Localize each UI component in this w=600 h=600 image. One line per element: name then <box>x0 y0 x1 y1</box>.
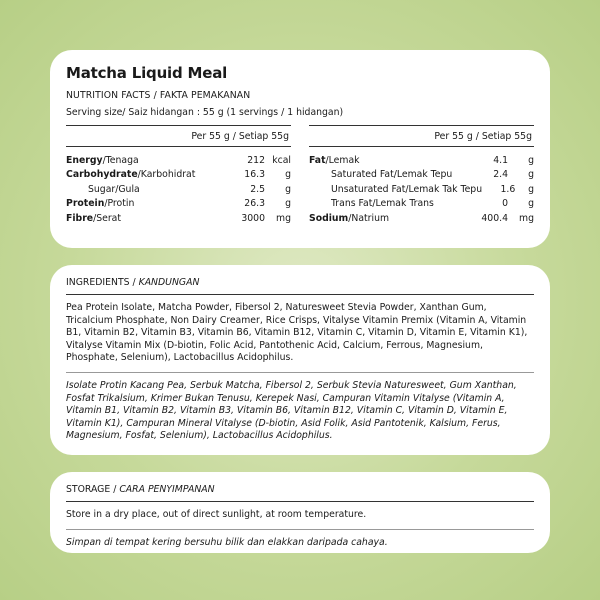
nutrient-row <box>66 182 291 197</box>
nutrient-name <box>309 184 482 195</box>
nutrient-name-text: Sugar/Gula <box>88 183 140 195</box>
ingredients-english: Pea Protein Isolate, Matcha Powder, Fibersol 2, Naturesweet Stevia Powder, Xanthan Gum, Tricalcium Phosphate, Non Dairy Creamer, Rice Crisps, Vitalyse Vitamin Premix (Vitamin A, Vitamin B1, Vitamin B2, Vitamin B3, Vitamin B6, Vitamin B12, Vitamin C, Vitamin D, Vitamin E, Vitamin K1), Vitalyse Vitamin Mix (D-biotin, Folic Acid, Pantothenic Acid, Calcium, Ferrous, Magnesium, Phosphate, Selenium), Lactobacillus Acidophilus. <box>66 302 528 364</box>
nutrient-row <box>309 197 534 212</box>
nutrient-row <box>309 168 534 183</box>
nutrient-name-bold: Fibre <box>66 212 94 224</box>
storage-malay: Simpan di tempat kering bersuhu bilik dan elakkan daripada cahaya. <box>66 536 388 548</box>
nutrient-unit: g <box>528 198 534 210</box>
nutrition-column-left <box>66 125 291 226</box>
nutrient-name <box>66 213 219 224</box>
nutrient-unit: g <box>528 183 534 195</box>
nutrient-value: 2.4 <box>493 169 508 181</box>
nutrient-unit: mg <box>276 212 291 224</box>
nutrient-value: 400.4 <box>481 212 508 224</box>
storage-heading <box>66 472 534 502</box>
nutrient-rows <box>309 147 534 226</box>
storage-english: Store in a dry place, out of direct sunlight, at room temperature. <box>66 509 367 520</box>
ingredients-malay: Isolate Protin Kacang Pea, Serbuk Matcha, Fibersol 2, Serbuk Stevia Naturesweet, Gum Xanthan, Fosfat Trikalsium, Krimer Bukan Tenusu, Kerepek Nasi, Campuran Vitamin Vitalyse (Vitamin A, Vitamin B1, Vitamin B2, Vitamin B3, Vitamin B6, Vitamin B12, Vitamin C, Vitamin D, Vitamin E, Vitamin K1), Campuran Mineral Vitalyse (D-biotin, Asid Folik, Asid Pantotenik, Kalsium, Ferus, Magnesium, Fosfat, Selenium), Lactobacillus Acidophilus. <box>66 379 517 442</box>
column-header: Per 55 g / Setiap 55g <box>309 126 534 147</box>
nutrient-name-text: Trans Fat/Lemak Trans <box>331 198 434 210</box>
nutrient-value: 2.5 <box>250 183 265 195</box>
storage-heading-en: STORAGE / <box>66 484 120 495</box>
nutrient-name-text: /Serat <box>93 212 122 224</box>
nutrient-name-text: Saturated Fat/Lemak Tepu <box>331 169 453 181</box>
nutrient-value: 212 <box>247 154 265 166</box>
nutrient-value: 4.1 <box>493 154 508 166</box>
nutrient-row <box>66 153 291 168</box>
nutrient-name-bold: Energy <box>66 154 103 166</box>
nutrient-value: 3000 <box>241 212 265 224</box>
nutrient-value: 26.3 <box>244 198 265 210</box>
nutrition-facts-heading: NUTRITION FACTS / FAKTA PEMAKANAN <box>66 90 251 101</box>
nutrient-value: 1.6 <box>500 183 516 195</box>
ingredients-heading-en: INGREDIENTS / <box>66 277 139 288</box>
nutrient-name <box>309 169 462 180</box>
nutrient-name-bold: Carbohydrate <box>66 169 138 181</box>
nutrition-column-right <box>309 125 534 226</box>
nutrient-name <box>309 198 462 209</box>
nutrient-name <box>309 155 462 166</box>
nutrient-name-text: /Natrium <box>348 212 390 224</box>
ingredients-heading-ms: KANDUNGAN <box>138 277 200 288</box>
ingredients-card <box>50 265 550 455</box>
nutrient-value: 0 <box>502 198 508 210</box>
nutrition-card <box>50 50 550 248</box>
product-title: Matcha Liquid Meal <box>66 64 228 82</box>
nutrient-name-text: Unsaturated Fat/Lemak Tak Tepu <box>331 183 483 195</box>
nutrient-row <box>309 182 534 197</box>
nutrient-row <box>309 211 534 226</box>
nutrient-name <box>66 184 219 195</box>
nutrient-value: 16.3 <box>244 169 265 181</box>
serving-size: Serving size/ Saiz hidangan : 55 g (1 servings / 1 hidangan) <box>66 107 344 118</box>
nutrition-table <box>66 125 534 226</box>
nutrient-unit: g <box>285 169 291 181</box>
nutrient-row <box>66 211 291 226</box>
nutrient-unit: mg <box>519 212 534 224</box>
nutrient-name-text: /Karbohidrat <box>137 169 196 181</box>
nutrient-row <box>66 197 291 212</box>
nutrient-name-bold: Fat <box>309 154 326 166</box>
nutrient-unit: g <box>285 183 291 195</box>
nutrient-unit: g <box>528 154 534 166</box>
nutrient-name-text: /Tenaga <box>102 154 139 166</box>
nutrient-row <box>66 168 291 183</box>
nutrient-name-bold: Protein <box>66 198 105 210</box>
nutrient-name-text: /Protin <box>104 198 135 210</box>
nutrient-name <box>309 213 462 224</box>
ingredients-heading <box>66 265 534 295</box>
column-header: Per 55 g / Setiap 55g <box>66 126 291 147</box>
storage-card <box>50 472 550 553</box>
nutrient-name-bold: Sodium <box>309 212 349 224</box>
nutrient-row <box>309 153 534 168</box>
storage-heading-ms: CARA PENYIMPANAN <box>119 484 215 495</box>
nutrient-name <box>66 155 219 166</box>
nutrient-unit: kcal <box>272 154 291 166</box>
nutrient-rows <box>66 147 291 226</box>
nutrient-name <box>66 198 219 209</box>
nutrient-unit: g <box>285 198 291 210</box>
nutrient-name-text: /Lemak <box>325 154 360 166</box>
nutrient-name <box>66 169 219 180</box>
nutrient-unit: g <box>528 169 534 181</box>
